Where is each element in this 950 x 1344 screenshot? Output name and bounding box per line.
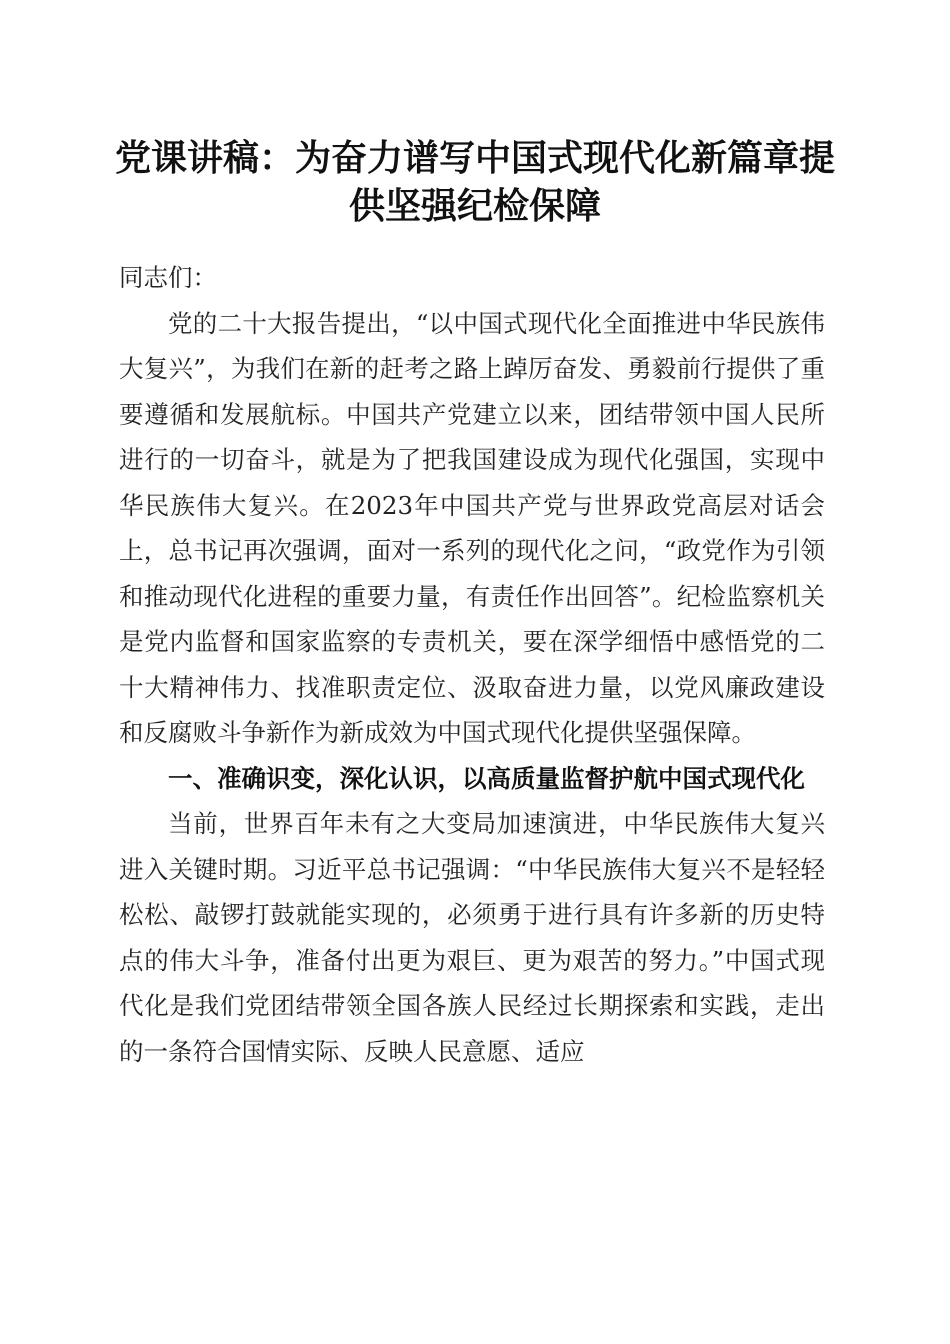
- body-paragraph: 党的二十大报告提出，“以中国式现代化全面推进中华民族伟大复兴”，为我们在新的赶考之路上踔厉奋发、勇毅前行提供了重要遵循和发展航标。中国共产党建立以来，团结带领中国人民所进行的一切奋斗，就是为了把我国建设成为现代化强国，实现中华民族伟大复兴。在2023年中国共产党与世界政党高层对话会上，总书记再次强调，面对一系列的现代化之问，“政党作为引领和推动现代化进程的重要力量，有责任作出回答”。纪检监察机关是党内监督和国家监察的专责机关，要在深学细悟中感悟党的二十大精神伟力、找准职责定位、汲取奋进力量，以党风廉政建设和反腐败斗争新作为新成效为中国式现代化提供坚强保障。: [119, 308, 825, 747]
- salutation: 同志们：: [119, 263, 217, 292]
- section-heading: 一、准确识变，深化认识，以高质量监督护航中国式现代化: [168, 763, 805, 793]
- document-body: [119, 255, 825, 1074]
- document-title: 党课讲稿：为奋力谱写中国式现代化新篇章提供坚强纪检保障: [114, 137, 835, 227]
- section-paragraph: 当前，世界百年未有之大变局加速演进，中华民族伟大复兴进入关键时期。习近平总书记强调：“中华民族伟大复兴不是轻轻松松、敲锣打鼓就能实现的，必须勇于进行具有许多新的历史特点的伟大斗争，准备付出更为艰巨、更为艰苦的努力。”中国式现代化是我们党团结带领全国各族人民经过长期探索和实践，走出的一条符合国情实际、反映人民意愿、适应: [119, 809, 825, 1066]
